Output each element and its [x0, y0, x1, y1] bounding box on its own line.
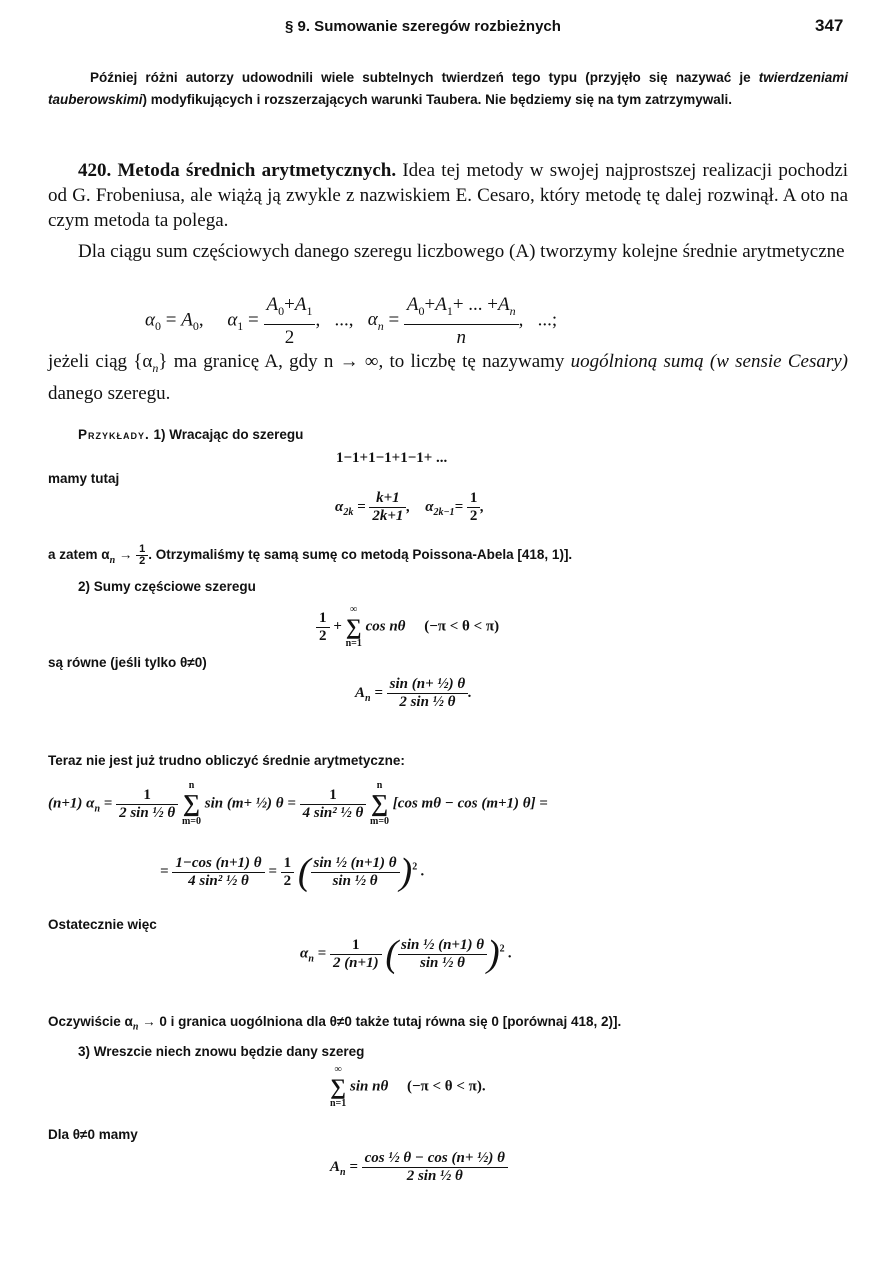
header-title: § 9. Sumowanie szeregów rozbieżnych — [285, 18, 561, 35]
means-sum-formula: (n+1) $\alpha_n$ = $\frac{1}{\text{2 sin ½ θ}}$ n ∑ m=0 sin (m+ ½) θ = $\frac{1}{\text{4 sin² ½ θ}}$ n ∑ m=0 [cos mθ − cos (m+1) θ] = — [48, 780, 548, 827]
means-formula: $\alpha_0 = A_0$, $\alpha_1$ = $\frac{A_0+A_1}{2}$ , ..., $\alpha_n$ = $\frac{A_0+A_1+ ... +A_n}{n}$ , ...; — [145, 294, 558, 348]
example-1-intro: Przykłady. 1) Wracając do szeregu — [78, 427, 304, 442]
means-result-formula: = $\frac{1-\cos (n+1) \theta}{\text{4 sin² ½ θ}}$ = $\frac{1}{2}$ ( $\frac{\text{sin ½ (n+1) θ}}{\text{sin ½ θ}}$ )$^2$ . — [160, 851, 425, 893]
cesaro-definition-paragraph: jeżeli ciąg $\{\alpha_n\}$ ma granicę A, gdy n → ∞, to liczbę tę nazywamy uogólnioną sumą (w sensie Cesary) danego szeregu. — [48, 351, 848, 404]
example-2-intro: 2) Sumy częściowe szeregu — [78, 579, 256, 594]
alpha-2k-formula: $\alpha_{2k}$ = $\frac{k+1}{2k+1}$ , $\alpha_{2k-1}=$ $\frac{1}{2}$ , — [335, 490, 485, 524]
sin-partial-sums-formula: $A_n$ = $\frac{\text{cos ½ θ − cos (n+ ½) θ}}{\text{2 sin ½ θ}}$ — [330, 1150, 508, 1185]
example-3-intro: 3) Wreszcie niech znowu będzie dany szereg — [78, 1044, 365, 1059]
arithmetic-means-paragraph: Dla ciągu sum częściowych danego szeregu liczbowego (A) tworzymy kolejne średnie arytmetyczne — [78, 241, 845, 262]
example-1-text: mamy tutaj — [48, 471, 120, 486]
series-1: 1−1+1−1+1−1+ ... — [336, 450, 448, 466]
alpha-n-formula: $\alpha_n$ = $\frac{1}{2 (n+1)}$ ( $\frac{\text{sin ½ (n+1) θ}}{\text{sin ½ θ}}$ )$^2$ . — [300, 933, 513, 975]
partial-sums-formula: $A_n$ = $\frac{\text{sin (n+ ½) θ}}{\text{2 sin ½ θ}}$ . — [355, 676, 472, 710]
examples-label: Przykłady. — [78, 427, 150, 442]
example-2-text: są równe (jeśli tylko θ≠0) — [48, 655, 207, 670]
example-3-text: Dla θ≠0 mamy — [48, 1127, 138, 1142]
running-header — [0, 12, 893, 42]
page-number: 347 — [815, 16, 844, 35]
section-420-paragraph: 420. Metoda średnich arytmetycznych. Idea tej metody w swojej najprostszej realizacji pochodzi od G. Frobeniusa, ale wiążą ją zwykle z nazwiskiem E. Cesaro, który metodę tę dalej rozwinął. A oto na czym metoda ta polega. — [48, 160, 849, 231]
example-1-conclusion: a zatem $\alpha_n$ → $\frac{1}{2}$ . Otrzymaliśmy tę samą sumę co metodą Poissona-Abela [418, 1)]. — [48, 543, 573, 567]
section-title: Metoda średnich arytmetycznych. — [117, 160, 397, 181]
example-2-conclusion: Oczywiście $\alpha_n \to 0$ i granica uogólniona dla θ≠0 także tutaj równa się 0 [porównaj 418, 2)]. — [48, 1014, 622, 1033]
intro-paragraph: Później różni autorzy udowodnili wiele subtelnych twierdzeń tego typu (przyjęło się nazywać je twierdzeniami tauberowskimi) modyfikujących i rozszerzających warunki Taubera. Nie będziemy się na tym zatrzymywali. — [48, 70, 848, 107]
cos-series-formula: $\frac{1}{2}$ + ∞ ∑ n=1 cos nθ (−π < θ < π) — [316, 604, 499, 650]
sin-series-formula: ∞ ∑ n=1 sin nθ (−π < θ < π). — [330, 1064, 486, 1109]
example-2-means-text: Teraz nie jest już trudno obliczyć średnie arytmetyczne: — [48, 753, 405, 768]
section-number: 420. — [78, 160, 112, 181]
example-2-finally: Ostatecznie więc — [48, 917, 157, 932]
